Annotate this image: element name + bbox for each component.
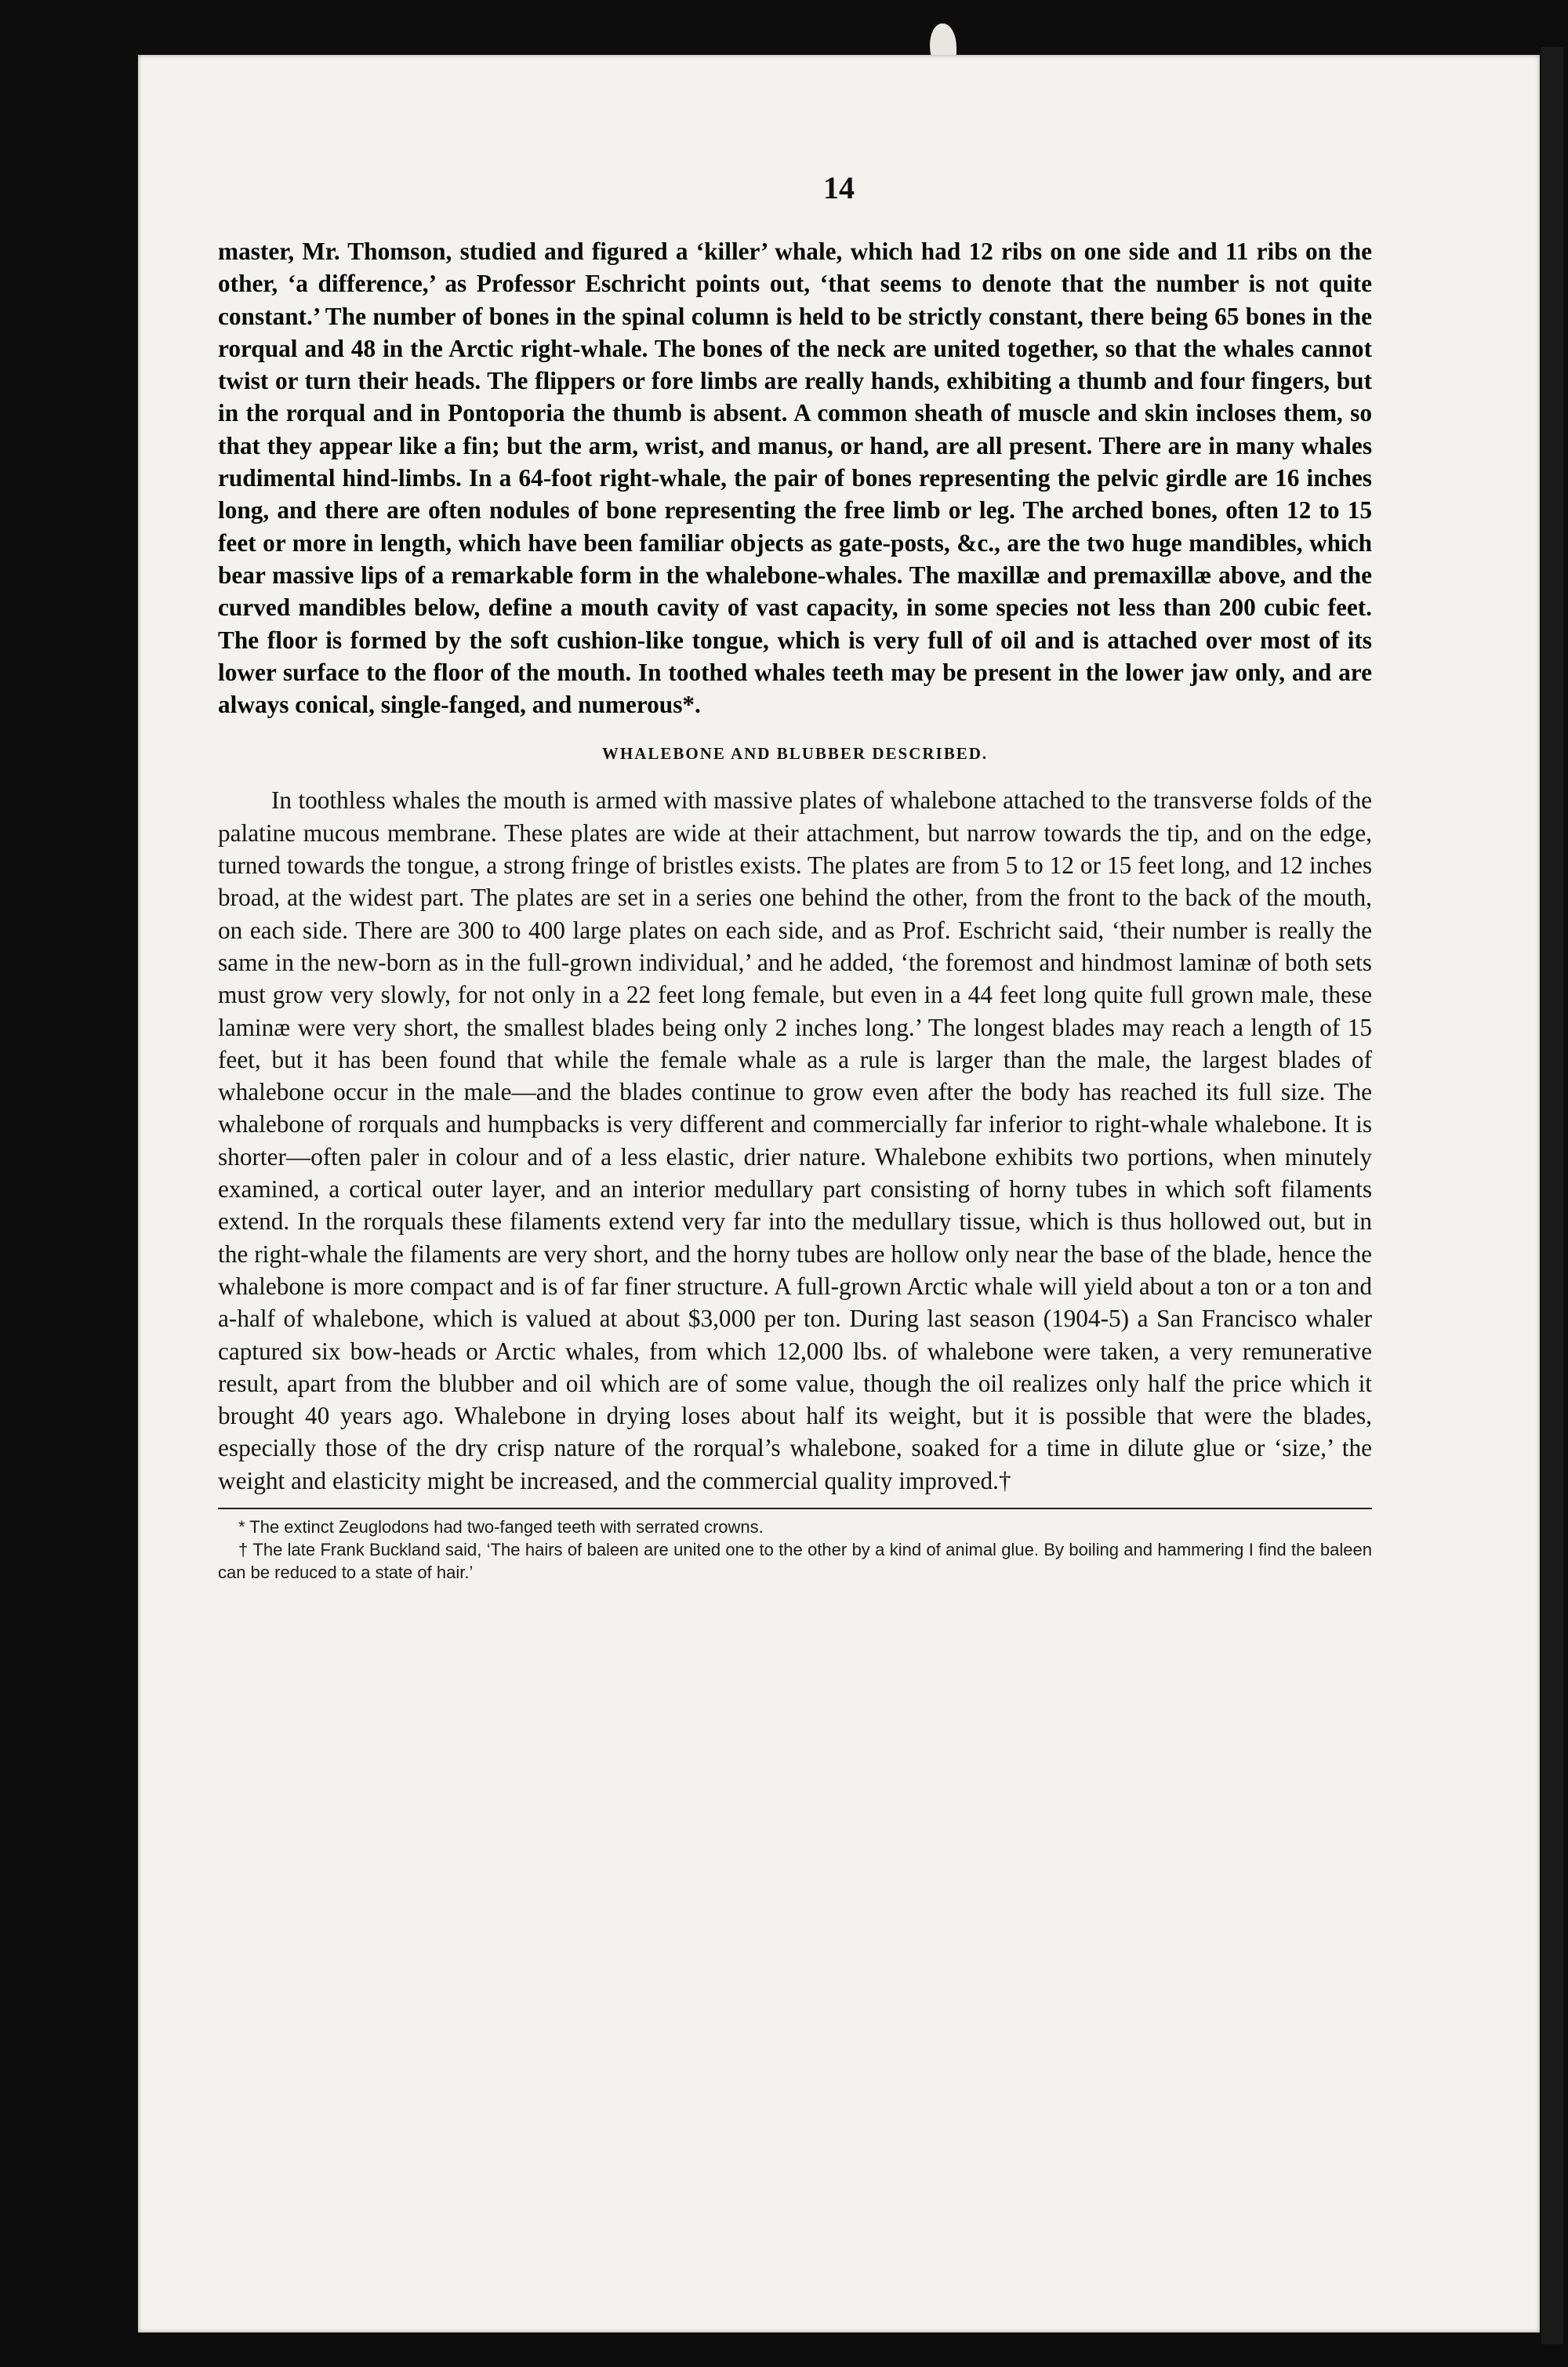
body-paragraph-anatomy: master, Mr. Thomson, studied and figured a ‘killer’ whale, which had 12 ribs on one side and 11 ribs on the other, ‘a difference,’ as Professor Eschricht points out, ‘that seems to denote that the number is not quite constant.’ The number of bones in the spinal column is held to be strictly constant, there being 65 bones in the rorqual and 48 in the Arctic right-whale. The bones of the neck are united together, so that the whales cannot twist or turn their heads. The flippers or fore limbs are really hands, exhibiting a thumb and four fingers, but in the rorqual and in Pontoporia the thumb is absent. A common sheath of muscle and skin incloses them, so that they appear like a fin; but the arm, wrist, and manus, or hand, are all present. There are in many whales rudimental hind-limbs. In a 64-foot right-whale, the pair of bones representing the pelvic girdle are 16 inches long, and there are often nodules of bone representing the free limb or leg. The arched bones, often 12 to 15 feet or more in length, which have been familiar objects as gate-posts, &c., are the two huge mandibles, which bear massive lips of a remarkable form in the whalebone-whales. The maxillæ and premaxillæ above, and the curved mandibles below, define a mouth cavity of vast capacity, in some species not less than 200 cubic feet. The floor is formed by the soft cushion-like tongue, which is very full of oil and is attached over most of its lower surface to the floor of the mouth. In toothed whales teeth may be present in the lower jaw only, and are always conical, single-fanged, and numerous*. bbox=[218, 238, 1372, 719]
section-heading: WHALEBONE AND BLUBBER DESCRIBED. bbox=[601, 744, 989, 764]
body-paragraph-whalebone: In toothless whales the mouth is armed with massive plates of whalebone attached to the transverse folds of the palatine mucous membrane. These plates are wide at their attachment, but narrow towards the tip, and on the edge, turned towards the tongue, a strong fringe of bristles exists. The plates are from 5 to 12 or 15 feet long, and 12 inches broad, at the widest part. The plates are set in a series one behind the other, from the front to the back of the mouth, on each side. There are 300 to 400 large plates on each side, and as Prof. Eschricht said, ‘their number is really the same in the new-born as in the full-grown individual,’ and he added, ‘the foremost and hindmost laminæ of both sets must grow very slowly, for not only in a 22 feet long female, but even in a 44 feet long quite full grown male, these laminæ were very short, the smallest blades being only 2 inches long.’ The longest blades may reach a length of 15 feet, but it has been found that while the female whale as a rule is larger than the male, the largest blades of whalebone occur in the male—and the blades continue to grow even after the body has reached its full size. The whalebone of rorquals and humpbacks is very different and commercially far inferior to right-whale whalebone. It is shorter—often paler in colour and of a less elastic, drier nature. Whalebone exhibits two portions, when minutely examined, a cortical outer layer, and an interior medullary part consisting of horny tubes in which soft filaments extend. In the rorquals these filaments extend very far into the medullary tissue, which is thus hollowed out, but in the right-whale the filaments are very short, and the horny tubes are hollow only near the base of the blade, hence the whalebone is more compact and is of far finer structure. A full-grown Arctic whale will yield about a ton or a ton and a-half of whalebone, which is valued at about $3,000 per ton. During last season (1904-5) a San Francisco whaler captured six bow-heads or Arctic whales, from which 12,000 lbs. of whalebone were taken, a very remunerative result, apart from the blubber and oil which are of some value, though the oil realizes only half the price which it brought 40 years ago. Whalebone in drying loses about half its weight, but it is possible that were the blades, especially those of the dry crisp nature of the rorqual’s whalebone, soaked for a time in dilute glue or ‘size,’ the weight and elasticity might be increased, and the commercial quality improved.† bbox=[218, 786, 1372, 1494]
page-sheet bbox=[138, 55, 1540, 2333]
page-number: 14 bbox=[823, 170, 855, 205]
footnote-zeuglodons: * The extinct Zeuglodons had two-fanged teeth with serrated crowns. bbox=[238, 1516, 764, 1537]
page-content bbox=[218, 235, 1372, 1584]
footnote-buckland: † The late Frank Buckland said, ‘The hairs of baleen are united one to the other by a kind of animal glue. By boiling and hammering I find the baleen can be reduced to a state of hair.’ bbox=[218, 1539, 1372, 1582]
adjacent-page-edge bbox=[1541, 47, 1563, 2344]
footnote-divider bbox=[218, 1508, 1372, 1509]
